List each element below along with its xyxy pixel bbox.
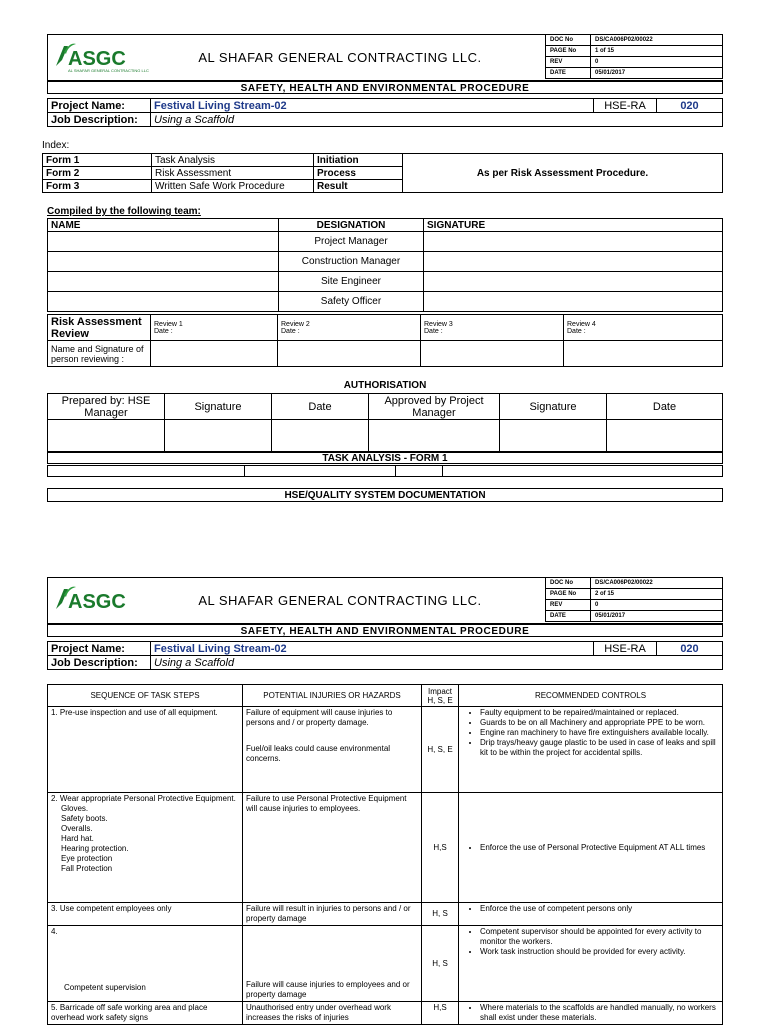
authorisation-title: AUTHORISATION <box>343 380 427 391</box>
ppe-item: Overalls. <box>61 824 93 833</box>
job-description-value: Using a Scaffold <box>151 656 723 670</box>
rev-value: 0 <box>591 600 723 611</box>
logo-subtitle: AL SHAFAR GENERAL CONTRACTING LLC <box>68 68 149 73</box>
controls-list <box>462 708 719 758</box>
form-id: Form 2 <box>43 167 152 180</box>
form-stage: Process <box>314 167 403 180</box>
job-description-label: Job Description: <box>48 656 151 670</box>
project-name-value: Festival Living Stream-02 <box>151 642 594 656</box>
impact-value: H,S <box>422 793 459 903</box>
review-table <box>47 314 723 367</box>
page-value: 1 of 15 <box>591 46 723 57</box>
page-value: 2 of 15 <box>591 589 723 600</box>
hazard-text: Failure will cause injuries to employees and or property damage <box>243 926 422 1002</box>
controls-list <box>462 904 719 914</box>
index-label: Index: <box>42 140 70 151</box>
company-name: AL SHAFAR GENERAL CONTRACTING LLC. <box>198 50 482 65</box>
hazard-text: Failure of equipment will cause injuries to persons and / or property damage. <box>246 708 393 727</box>
hse-label: HSE-RA <box>594 99 657 113</box>
doc-label: DOC No <box>546 35 591 46</box>
header-controls: RECOMMENDED CONTROLS <box>459 685 723 707</box>
auth-signature-header: Signature <box>500 394 607 420</box>
impact-value: H, S <box>422 926 459 1002</box>
form-id: Form 3 <box>43 180 152 193</box>
task-analysis-table <box>47 684 723 1025</box>
task-step: 4. <box>51 927 58 936</box>
task-step: 1. Pre-use inspection and use of all equipment. <box>48 707 243 793</box>
hse-number: 020 <box>657 642 723 656</box>
review-name: Review 3 <box>424 320 453 328</box>
compiled-label: Compiled by the following team: <box>47 206 201 217</box>
hazard-text: Failure to use Personal Protective Equipment will cause injuries to employees. <box>243 793 422 903</box>
team-header-signature: SIGNATURE <box>424 219 723 232</box>
designation-cell: Construction Manager <box>279 252 424 272</box>
name-signature-label: Name and Signature of person reviewing : <box>48 341 151 367</box>
review-date: Date : <box>567 327 586 335</box>
ppe-item: Safety boots. <box>61 814 108 823</box>
review-name: Review 1 <box>154 320 183 328</box>
control-item: • Enforce the use of Personal Protective Equipment AT ALL times <box>480 843 719 853</box>
controls-list <box>462 843 719 853</box>
impact-value: H, S, E <box>422 707 459 793</box>
form-stage: Initiation <box>314 154 403 167</box>
task-step: 5. Barricade off safe working area and place overhead work safety signs <box>48 1002 243 1025</box>
logo-text: ASGC <box>68 48 126 70</box>
header-impact: Impact H, S, E <box>422 685 459 707</box>
team-table <box>47 218 723 312</box>
control-item: • Engine ran machinery to have fire extinguishers available locally. <box>480 728 719 738</box>
footer-title: HSE/QUALITY SYSTEM DOCUMENTATION <box>47 488 723 502</box>
doc-label: DOC No <box>546 578 591 589</box>
review-date: Date : <box>424 327 443 335</box>
task-analysis-title: TASK ANALYSIS - FORM 1 <box>47 452 723 464</box>
team-header-designation: DESIGNATION <box>279 219 424 232</box>
control-item: • Competent supervisor should be appointed for every activity to monitor the workers. <box>480 927 719 947</box>
review-name: Review 2 <box>281 320 310 328</box>
auth-prepared-header: Prepared by: HSE Manager <box>48 394 165 420</box>
asgc-logo-icon <box>50 38 149 78</box>
hazard-text: Fuel/oil leaks could cause environmental concerns. <box>246 744 391 763</box>
ppe-item: Fall Protection <box>61 864 113 873</box>
control-item: • Enforce the use of competent persons only <box>480 904 719 914</box>
designation-cell: Project Manager <box>279 232 424 252</box>
form-name: Written Safe Work Procedure <box>152 180 314 193</box>
impact-value: H,S <box>422 1002 459 1025</box>
logo-text: ASGC <box>68 591 126 613</box>
designation-cell: Site Engineer <box>279 272 424 292</box>
hazard-text: Failure will result in injuries to persons and / or property damage <box>243 903 422 926</box>
page-label: PAGE No <box>546 46 591 57</box>
control-item: • Work task instruction should be provided for every activity. <box>480 947 719 957</box>
date-value: 05/01/2017 <box>591 68 723 79</box>
procedure-title: SAFETY, HEALTH AND ENVIRONMENTAL PROCEDURE <box>47 624 723 637</box>
auth-date-header: Date <box>607 394 723 420</box>
job-description-label: Job Description: <box>48 113 151 127</box>
hse-label: HSE-RA <box>594 642 657 656</box>
table-row <box>48 793 723 903</box>
date-value: 05/01/2017 <box>591 611 723 622</box>
doc-value: DS/CA006P02/00022 <box>591 35 723 46</box>
date-label: DATE <box>546 611 591 622</box>
auth-date-header: Date <box>272 394 369 420</box>
project-name-label: Project Name: <box>48 642 151 656</box>
form-id: Form 1 <box>43 154 152 167</box>
control-item: • Where materials to the scaffolds are handled manually, no workers shall exist under these materials. <box>480 1003 719 1023</box>
forms-table <box>42 153 723 193</box>
team-header-name: NAME <box>48 219 279 232</box>
review-label: Risk Assessment Review <box>48 315 151 341</box>
table-row <box>48 903 723 926</box>
review-date: Date : <box>154 327 173 335</box>
project-name-label: Project Name: <box>48 99 151 113</box>
rev-label: REV <box>546 57 591 68</box>
page-label: PAGE No <box>546 589 591 600</box>
impact-value: H, S <box>422 903 459 926</box>
rev-value: 0 <box>591 57 723 68</box>
forms-note: As per Risk Assessment Procedure. <box>403 154 723 193</box>
authorisation-table <box>47 393 723 452</box>
doc-value: DS/CA006P02/00022 <box>591 578 723 589</box>
ppe-item: Hearing protection. <box>61 844 129 853</box>
designation-cell: Safety Officer <box>279 292 424 312</box>
form-stage: Result <box>314 180 403 193</box>
form-name: Task Analysis <box>152 154 314 167</box>
asgc-logo-icon <box>50 581 140 621</box>
auth-approved-header: Approved by Project Manager <box>369 394 500 420</box>
table-row <box>48 707 723 793</box>
project-name-value: Festival Living Stream-02 <box>151 99 594 113</box>
doc-info-table <box>545 577 723 622</box>
task-step-sub: Competent supervision <box>64 983 146 992</box>
task-step: 2. Wear appropriate Personal Protective Equipment. <box>51 794 236 803</box>
ppe-item: Eye protection <box>61 854 113 863</box>
table-row <box>48 1002 723 1025</box>
project-table <box>47 641 723 670</box>
hse-number: 020 <box>657 99 723 113</box>
ppe-item: Hard hat. <box>61 834 94 843</box>
date-label: DATE <box>546 68 591 79</box>
company-logo <box>50 38 149 78</box>
control-item: • Drip trays/heavy gauge plastic to be used in case of leaks and spill kit to be within the project for accidental spills. <box>480 738 719 758</box>
doc-info-table <box>545 34 723 79</box>
rev-label: REV <box>546 600 591 611</box>
company-name: AL SHAFAR GENERAL CONTRACTING LLC. <box>198 593 482 608</box>
form-name: Risk Assessment <box>152 167 314 180</box>
header-task-steps: SEQUENCE OF TASK STEPS <box>48 685 243 707</box>
job-description-value: Using a Scaffold <box>151 113 723 127</box>
auth-signature-header: Signature <box>165 394 272 420</box>
control-item: • Faulty equipment to be repaired/maintained or replaced. <box>480 708 719 718</box>
task-analysis-strip <box>47 465 723 477</box>
procedure-title: SAFETY, HEALTH AND ENVIRONMENTAL PROCEDURE <box>47 81 723 94</box>
table-row <box>48 926 723 1002</box>
project-table <box>47 98 723 127</box>
ppe-item: Gloves. <box>61 804 89 813</box>
task-step: 3. Use competent employees only <box>48 903 243 926</box>
hazard-text: Unauthorised entry under overhead work increases the risks of injuries <box>243 1002 422 1025</box>
review-name: Review 4 <box>567 320 596 328</box>
control-item: • Guards to be on all Machinery and appropriate PPE to be worn. <box>480 718 719 728</box>
controls-list <box>462 1003 719 1023</box>
review-date: Date : <box>281 327 300 335</box>
company-logo <box>50 581 140 621</box>
controls-list <box>462 927 719 957</box>
header-hazards: POTENTIAL INJURIES OR HAZARDS <box>243 685 422 707</box>
